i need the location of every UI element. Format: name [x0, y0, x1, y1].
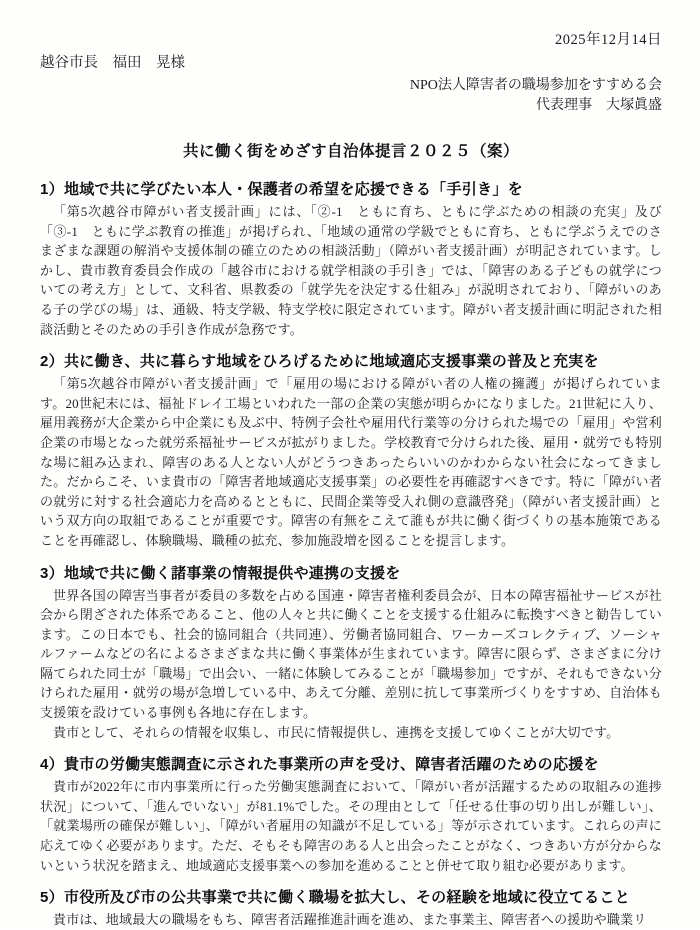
section-4: [40, 754, 662, 875]
document-date: 2025年12月14日: [555, 32, 662, 48]
section-5-paragraph-1: 貴市は、地域最大の職場をもち、障害者活躍推進計画を進め、また事業主、障害者への援助や職業リ: [53, 912, 647, 928]
section-1: [40, 179, 662, 339]
section-3: [40, 563, 662, 743]
sender-block: [40, 76, 662, 116]
document-title: 共に働く街をめざす自治体提言２０２５（案）: [182, 143, 519, 160]
section-3-paragraph-2: 貴市として、それらの情報を収集し、市民に情報提供し、連携を支援してゆくことが大切です。: [53, 724, 620, 740]
section-4-heading: 4）貴市の労働実態調査に示された事業所の声を受け、障害者活躍のための応援を: [40, 756, 599, 774]
section-3-heading: 3）地域で共に働く諸事業の情報提供や連携の支援を: [40, 564, 401, 582]
section-5: [40, 887, 662, 930]
section-1-heading: 1）地域で共に学びたい本人・保護者の希望を応援できる「手引き」を: [40, 181, 523, 198]
sender-organization: NPO法人障害者の職場参加をすすめる会: [409, 78, 662, 93]
sender-representative: 代表理事 大塚眞盛: [536, 98, 662, 113]
section-3-paragraph-1: 世界各国の障害当事者が委員の多数を占める国連・障害者権利委員会が、日本の障害福祉サービスが社会から閉ざされた体系であること、他の人々と共に働くことを支援する仕組みに転換すべきと勧告しています。この日本でも、社会的協同組合（共同連）、労働者協同組合、ワーカーズコレクティブ、ソーシャルファームなどの名によるさまざまな共に働く事業体が生まれています。障害に限らず、さまざまに分け隔てられた同士が「職場」で出会い、一緒に体験してみることが「職場参加」ですが、それもできない分けられた雇用・就労の場が急増している中、あえて分離、差別に抗して事業所づくりをすすめ、自治体も支援策を設けている事例も各地に存在します。: [40, 587, 662, 721]
section-2-heading: 2）共に働き、共に暮らす地域をひろげるために地域適応支援事業の普及と充実を: [40, 353, 599, 371]
section-2: [40, 351, 662, 550]
section-5-heading: 5）市役所及び市の公共事業で共に働く職場を拡大し、その経験を地域に役立てること: [40, 889, 631, 907]
section-4-paragraph-1: 貴市が2022年に市内事業所に行った労働実態調査において、「障がい者が活躍するための取組みの進捗状況」について、「進んでいない」が81.1%でした。その理由として「任せる仕事の切り出しが難しい」、「就業場所の確保が難しい」、「障がい者雇用の知識が不足している」等が示されています。これらの声に応えてゆく必要があります。ただ、そもそも障害のある人と出会ったことがなく、つきあい方が分からないという状況を踏まえ、地域適応支援事業への参加を進めることと併せて取り組む必要があります。: [40, 779, 662, 873]
section-2-paragraph-1: 「第5次越谷市障がい者支援計画」で「雇用の場における障がい者の人権の擁護」が掲げられています。20世紀末には、福祉ドレイ工場といわれた一部の企業の実態が明らかになりました。21世紀に入り、雇用義務が大企業から中企業にも及ぶ中、特例子会社や雇用代行業等の分けられた場での「雇用」や営利企業の市場となった就労系福祉サービスが拡がりました。学校教育で分けられた後、雇用・就労でも特別な場に組み込まれ、障害のある人とない人がどうつきあったらいいのかわからない社会になってきました。だからこそ、いま貴市の「障害者地域適応支援事業」の必要性を再確認すべきです。特に「障がい者の就労に対する社会適応力を高めるとともに、民間企業等受入れ側の意識啓発」（障がい者支援計画）という双方向の取組であることが重要です。障害の有無をこえて誰もが共に働く街づくりの基本施策であることを再確認し、体験職場、職種の拡充、参加施設増を図ることを提言します。: [40, 376, 662, 548]
addressee: 越谷市長 福田 晃様: [40, 55, 185, 71]
section-1-paragraph-1: 「第5次越谷市障がい者支援計画」には、「②-1 ともに育ち、ともに学ぶための相談の充実」及び「③-1 ともに学ぶ教育の推進」が掲げられ、「地域の通常の学級でともに育ち、ともに学ぶうえでのさまざまな課題の解消や支援体制の確立のための相談活動」（障がい者支援計画）が明記されています。しかし、貴市教育委員会作成の「越谷市における就学相談の手引き」では、「障害のある子どもの就学についての考え方」として、文科省、県教委の「就学先を決定する仕組み」が説明されており、「障がいのある子の学びの場」は、通級、特支学級、特支学校に限定されています。障がい者支援計画に明記された相談活動とそのための手引き作成が急務です。: [40, 204, 662, 337]
